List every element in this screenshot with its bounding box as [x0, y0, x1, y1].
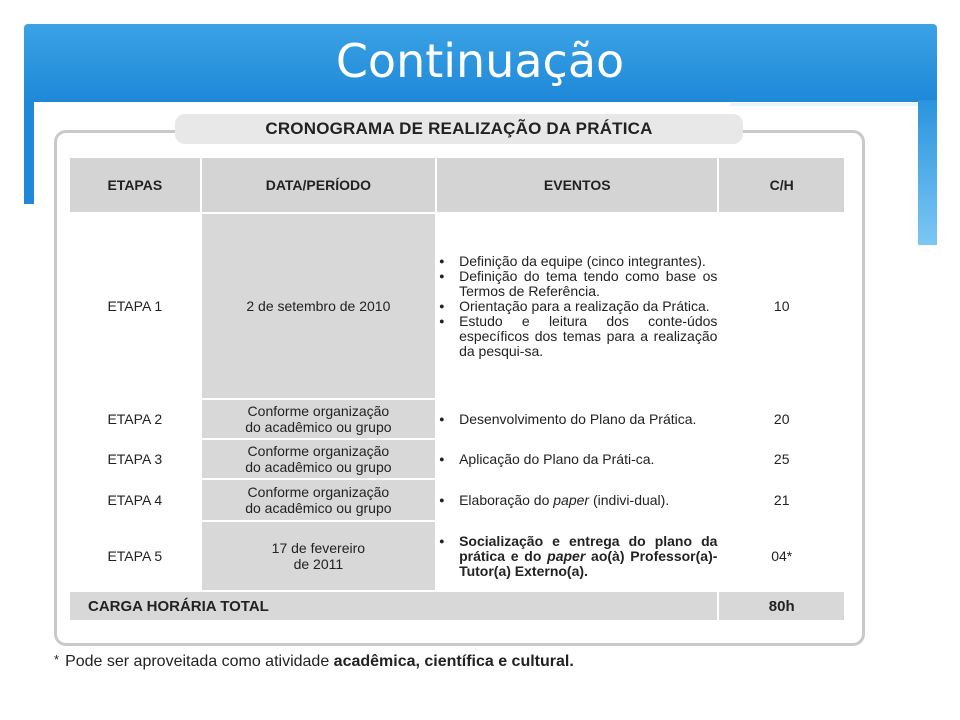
- data-line: Conforme organização: [247, 443, 390, 459]
- total-label: CARGA HORÁRIA TOTAL: [69, 591, 718, 621]
- table-heading: CRONOGRAMA DE REALIZAÇÃO DA PRÁTICA: [175, 114, 743, 144]
- data-line: Conforme organização: [247, 403, 390, 419]
- footnote: [54, 652, 574, 671]
- eventos-cell: [436, 479, 718, 521]
- slide-title: Continuação: [335, 34, 625, 88]
- footnote-marker: *: [54, 652, 60, 667]
- evento-item: ● Aplicação do Plano da Práti-ca.: [459, 452, 717, 467]
- data-cell: 2 de setembro de 2010: [201, 213, 436, 399]
- evento-text: Elaboração do: [459, 491, 554, 508]
- evento-text: ao(à) Professor(a)-Tutor(a) Externo(a).: [459, 547, 718, 579]
- col-header-eventos: EVENTOS: [436, 157, 718, 213]
- eventos-cell: [436, 213, 718, 399]
- footnote-bold: acadêmica, científica e cultural.: [333, 653, 574, 670]
- evento-item: ● Definição da equipe (cinco integrantes).: [459, 254, 717, 269]
- total-row: [69, 591, 845, 621]
- etapa-cell: ETAPA 3: [69, 439, 201, 479]
- etapa-cell: ETAPA 2: [69, 399, 201, 439]
- banner-left-edge: [24, 100, 34, 204]
- eventos-cell: [436, 439, 718, 479]
- total-value: 80h: [718, 591, 845, 621]
- banner-decor-line: [730, 103, 918, 106]
- evento-item: ● Orientação para a realização da Prática.: [459, 299, 717, 314]
- evento-item: [459, 493, 717, 508]
- col-header-ch: C/H: [718, 157, 845, 213]
- ch-cell: 21: [718, 479, 845, 521]
- data-line: do acadêmico ou grupo: [245, 419, 392, 435]
- evento-emphasis: paper: [547, 547, 586, 564]
- evento-item: ● Estudo e leitura dos conte-údos específicos dos temas para a realização da pesqui-sa.: [459, 314, 717, 359]
- banner-right-edge: [918, 100, 937, 245]
- evento-text: Socialização e entrega do plano da prática e do: [459, 532, 718, 564]
- table-row: [69, 213, 845, 399]
- evento-item: ● Desenvolvimento do Plano da Prática.: [459, 412, 717, 427]
- evento-text: (indivi-dual).: [589, 491, 670, 508]
- eventos-cell: [436, 521, 718, 591]
- table-header-row: [69, 157, 845, 213]
- ch-cell: 10: [718, 213, 845, 399]
- schedule-table: [68, 156, 846, 622]
- data-line: 17 de fevereiro: [271, 540, 366, 556]
- ch-cell: 04*: [718, 521, 845, 591]
- table-row: [69, 521, 845, 591]
- data-cell: [201, 399, 436, 439]
- ch-cell: 25: [718, 439, 845, 479]
- data-cell: [201, 521, 436, 591]
- data-cell: [201, 479, 436, 521]
- footnote-text: Pode ser aproveitada como atividade: [65, 653, 334, 670]
- col-header-data: DATA/PERÍODO: [201, 157, 436, 213]
- ch-cell: 20: [718, 399, 845, 439]
- data-cell: [201, 439, 436, 479]
- etapa-cell: ETAPA 4: [69, 479, 201, 521]
- col-header-etapas: ETAPAS: [69, 157, 201, 213]
- evento-emphasis: paper: [553, 491, 590, 508]
- table-row: [69, 439, 845, 479]
- table-row: [69, 399, 845, 439]
- eventos-cell: [436, 399, 718, 439]
- table-row: [69, 479, 845, 521]
- data-line: do acadêmico ou grupo: [245, 459, 392, 475]
- data-line: do acadêmico ou grupo: [245, 500, 392, 516]
- etapa-cell: ETAPA 1: [69, 213, 201, 399]
- data-line: de 2011: [293, 556, 344, 572]
- data-line: Conforme organização: [247, 484, 390, 500]
- evento-item: ● Definição do tema tendo como base os Termos de Referência.: [459, 269, 717, 299]
- evento-item: [459, 534, 717, 579]
- etapa-cell: ETAPA 5: [69, 521, 201, 591]
